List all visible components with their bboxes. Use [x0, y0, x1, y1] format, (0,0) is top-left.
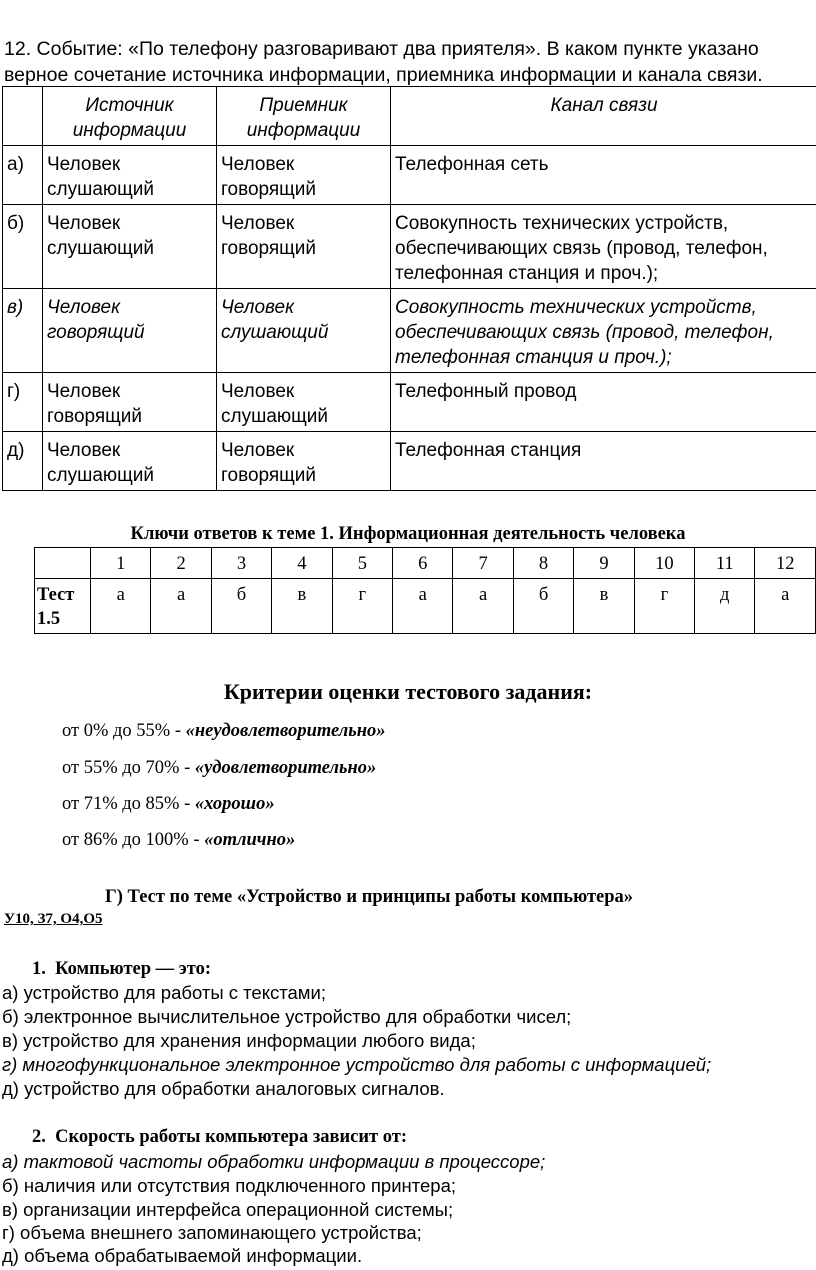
- row-receiver: Человек говорящий: [217, 432, 391, 491]
- row-channel: Телефонная станция: [391, 432, 816, 491]
- header-cell: [3, 87, 43, 146]
- answer-option: б) наличия или отсутствия подключенного принтера;: [2, 1175, 457, 1196]
- key-answer: а: [151, 579, 211, 634]
- table-row: [3, 432, 816, 491]
- row-channel: Телефонный провод: [391, 373, 816, 432]
- key-number: 7: [453, 548, 513, 579]
- criteria-range: от 86% до 100% -: [62, 830, 205, 850]
- section-title: Г) Тест по теме «Устройство и принципы работы компьютера»: [105, 887, 634, 907]
- criteria-grade: «отлично»: [204, 830, 296, 850]
- keys-label-line2: 1.5: [37, 609, 61, 629]
- key-answer: в: [574, 579, 634, 634]
- answer-option: в) устройство для хранения информации любого вида;: [2, 1030, 476, 1051]
- keys-corner-cell: [35, 548, 91, 579]
- row-source: Человек слушающий: [43, 146, 217, 205]
- criteria-item: [62, 721, 386, 742]
- row-source: Человек говорящий: [43, 289, 217, 373]
- key-answer: б: [211, 579, 271, 634]
- criteria-item: [62, 794, 275, 815]
- row-receiver: Человек говорящий: [217, 146, 391, 205]
- table-row-correct: [3, 289, 816, 373]
- row-receiver: Человек говорящий: [217, 205, 391, 289]
- key-number: 4: [272, 548, 332, 579]
- criteria-grade: «удовлетворительно»: [194, 758, 377, 778]
- table-header-row: [3, 87, 816, 146]
- key-number: 6: [393, 548, 453, 579]
- row-channel: Телефонная сеть: [391, 146, 816, 205]
- answer-option: г) объема внешнего запоминающего устройства;: [2, 1222, 422, 1243]
- question-12-table: [2, 86, 816, 491]
- answer-option: в) организации интерфейса операционной системы;: [2, 1199, 454, 1220]
- row-receiver: Человек слушающий: [217, 289, 391, 373]
- criteria-item: [62, 830, 295, 851]
- question-1-heading: [32, 959, 211, 980]
- question-number: 2.: [32, 1127, 46, 1147]
- key-number: 5: [332, 548, 392, 579]
- answer-option-correct: г) многофункциональное электронное устройство для работы с информацией;: [2, 1054, 712, 1075]
- row-source: Человек слушающий: [43, 432, 217, 491]
- header-source: Источник информации: [43, 87, 217, 146]
- row-letter: д): [3, 432, 43, 491]
- key-number: 2: [151, 548, 211, 579]
- criteria-range: от 71% до 85% -: [62, 794, 195, 814]
- key-answer: б: [513, 579, 573, 634]
- key-answer: а: [453, 579, 513, 634]
- key-number: 12: [755, 548, 816, 579]
- answer-keys-table: [34, 547, 816, 634]
- row-letter: а): [3, 146, 43, 205]
- row-letter: в): [3, 289, 43, 373]
- row-source: Человек слушающий: [43, 205, 217, 289]
- keys-answer-row: [35, 579, 816, 634]
- keys-number-row: [35, 548, 816, 579]
- key-answer: а: [755, 579, 816, 634]
- row-receiver: Человек слушающий: [217, 373, 391, 432]
- criteria-grade: «неудовлетворительно»: [185, 721, 386, 741]
- row-channel: Совокупность технических устройств, обеспечивающих связь (провод, телефон, телефонная станция и проч.);: [391, 205, 816, 289]
- criteria-grade: «хорошо»: [194, 794, 275, 814]
- answer-option: б) электронное вычислительное устройство для обработки чисел;: [2, 1006, 572, 1027]
- table-row: [3, 146, 816, 205]
- criteria-item: [62, 758, 376, 779]
- answer-option: д) объема обрабатываемой информации.: [2, 1245, 363, 1266]
- key-answer: в: [272, 579, 332, 634]
- keys-row-label: [35, 579, 91, 634]
- key-number: 11: [695, 548, 755, 579]
- key-number: 10: [634, 548, 694, 579]
- header-receiver: Приемник информации: [217, 87, 391, 146]
- key-answer: а: [91, 579, 151, 634]
- key-answer: г: [332, 579, 392, 634]
- question-text: Скорость работы компьютера зависит от:: [55, 1127, 407, 1147]
- answer-option-correct: а) тактовой частоты обработки информации в процессоре;: [2, 1151, 546, 1172]
- row-channel: Совокупность технических устройств, обеспечивающих связь (провод, телефон, телефонная станция и проч.);: [391, 289, 816, 373]
- answer-option: д) устройство для обработки аналоговых сигналов.: [2, 1078, 445, 1099]
- question-number: 1.: [32, 959, 46, 979]
- key-number: 1: [91, 548, 151, 579]
- criteria-title: Критерии оценки тестового задания:: [223, 679, 593, 704]
- key-answer: а: [393, 579, 453, 634]
- row-source: Человек говорящий: [43, 373, 217, 432]
- criteria-range: от 0% до 55% -: [62, 721, 186, 741]
- row-letter: г): [3, 373, 43, 432]
- key-number: 8: [513, 548, 573, 579]
- table-row: [3, 373, 816, 432]
- question-text: Компьютер — это:: [55, 959, 212, 979]
- key-number: 9: [574, 548, 634, 579]
- keys-label-line1: Тест: [37, 585, 75, 605]
- question-12-text: 12. Событие: «По телефону разговаривают два приятеля». В каком пункте указано верное сочетание источника информации, приемника информации и канала связи.: [4, 38, 763, 86]
- answer-option: а) устройство для работы с текстами;: [2, 982, 326, 1003]
- competency-codes: У10, З7, О4,О5: [4, 911, 103, 927]
- row-letter: б): [3, 205, 43, 289]
- answer-keys-title: Ключи ответов к теме 1. Информационная деятельность человека: [130, 524, 686, 544]
- table-row: [3, 205, 816, 289]
- criteria-range: от 55% до 70% -: [62, 758, 195, 778]
- key-number: 3: [211, 548, 271, 579]
- question-2-heading: [32, 1127, 407, 1148]
- key-answer: г: [634, 579, 694, 634]
- header-channel: Канал связи: [391, 87, 816, 146]
- key-answer: д: [695, 579, 755, 634]
